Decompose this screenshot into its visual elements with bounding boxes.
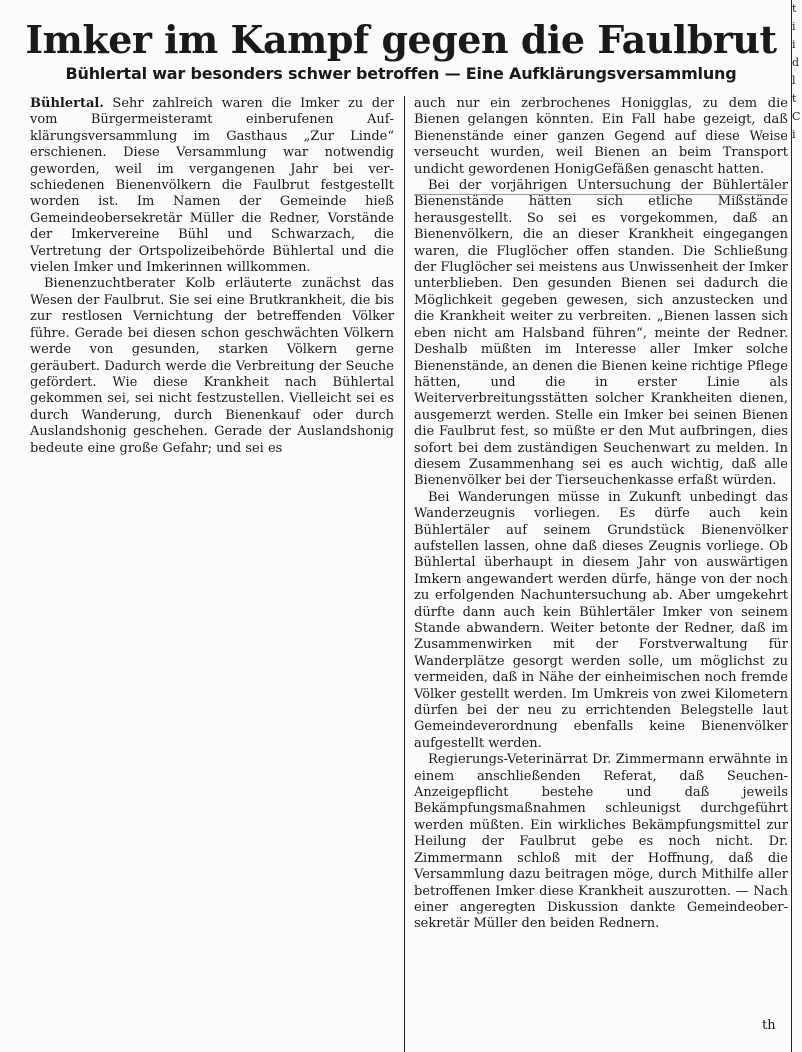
adjacent-column-fragment bbox=[792, 0, 802, 1052]
edge-letter: i bbox=[792, 128, 796, 141]
paragraph: Regierungs-Veterinärrat Dr. Zimmermann erwähnte in einem anschließenden Referat, daß Seuchen-Anzeigepflicht bestehe und daß jeweils Bekämpfungsmaßnahmen schleunigst durchgeführt werden müßten. Ein wirkliches Bekämpfungsmittel zur Heilung der Faulbrut gebe es noch nicht. Dr. Zimmermann schloß mit der Hoffnung, daß die Versammlung dazu beitragen möge, durch Mithilfe aller betroffenen Imker diese Krankheit auszurotten. — Nach einer angeregten Diskussion dankte Gemeindeobersekretär Müller den beiden Rednern. bbox=[414, 752, 788, 932]
subheadline: Bühlertal war besonders schwer betroffen — Eine Aufklärungsversammlung bbox=[65, 64, 737, 83]
paragraph bbox=[30, 96, 394, 276]
edge-letter: C bbox=[792, 110, 801, 123]
edge-letter: t bbox=[792, 2, 797, 15]
edge-letter: d bbox=[792, 56, 800, 69]
dateline: Bühlertal. bbox=[30, 96, 104, 111]
paragraph: Bei Wanderungen müsse in Zukunft unbedingt das Wanderzeugnis vorliegen. Es dürfe auch kein Bühlertäler auf seinem Grundstück Bienenvölker aufstellen lassen, ohne daß dieses Zeugnis vorliege. Ob Bühlertal überhaupt in diesem Jahr von auswärtigen Imkern angewandert werden dürfe, hänge von der noch zu erfolgenden Nachuntersuchung ab. Aber umgekehrt dürfte dann auch kein Bühlertäler Imker von seinem Stande abwandern. Weiter betonte der Redner, daß im Zusammenwirken mit der Forstverwaltung für Wanderplätze gesorgt werden solle, um möglichst zu vermeiden, daß in Nähe der einheimischen noch fremde Völker gestellt werden. Im Umkreis von zwei Kilometern dürfen bei der neu zu errichtenden Belegstelle laut Gemeindeverordnung ebenfalls keine Bienenvölker aufgestellt werden. bbox=[414, 489, 788, 751]
edge-letter: l bbox=[792, 74, 796, 87]
edge-letter: i bbox=[792, 38, 796, 51]
headline: Imker im Kampf gegen die Faulbrut bbox=[25, 17, 777, 62]
article-column-1 bbox=[30, 96, 394, 457]
paragraph: auch nur ein zerbrochenes Honigglas, zu dem die Bienen gelangen könnten. Ein Fall habe gezeigt, daß Bienenstände einer ganzen Gegend auf diese Weise verseucht wurden, weil Bienen an beim Transport undicht gewordenen HonigGefäßen genascht hatten. bbox=[414, 96, 788, 177]
article-column-2 bbox=[414, 96, 788, 933]
author-signature: th bbox=[762, 1018, 776, 1033]
paragraph-text: Sehr zahlreich waren die Imker zu der vom Bürgermeisteramt einberufenen Aufklärungsversammlung im Gasthaus „Zur Linde“ erschienen. Diese Versammlung war notwendig geworden, weil im vergangenen Jahr bei verschiedenen Bienenvölkern die Faulbrut festgestellt worden ist. Im Namen der Gemeinde hieß Gemeindeobersekretär Müller die Redner, Vorstände der Imkervereine Bühl und Schwarzach, die Vertretung der Ortspolizeibehörde Bühlertal und die vielen Imker und Imkerinnen willkommen. bbox=[30, 96, 394, 276]
paragraph: Bei der vorjährigen Untersuchung der Bühlertäler Bienenstände hätten sich etliche Mißstände herausgestellt. So sei es vorgekommen, daß an Bienenvölkern, die an dieser Krankheit eingegangen waren, die Fluglöcher offen standen. Die Schließung der Fluglöcher sei meistens aus Unwissenheit der Imker unterblieben. Den gesunden Bienen sei dadurch die Möglichkeit gegeben gewesen, sich anzustecken und die Krankheit weiter zu verbreiten. „Bienen lassen sich eben nicht am Halsband führen“, meinte der Redner. Deshalb müßten im Interesse aller Imker solche Bienenstände, an denen die Bienen keine richtige Pflege hätten, und die in erster Linie als Weiterverbreitungsstätten solcher Krankheiten dienen, ausgemerzt werden. Stelle ein Imker bei seinen Bienen die Faulbrut fest, so müßte er den Mut aufbringen, dies sofort bei dem zuständigen Seuchenwart zu melden. In diesem Zusammenhang sei es auch wichtig, daß alle Bienenvölker bei der Tierseuchenkasse erfaßt würden. bbox=[414, 178, 788, 489]
column-divider bbox=[404, 96, 405, 1052]
paragraph: Bienenzuchtberater Kolb erläuterte zunächst das Wesen der Faulbrut. Sie sei eine Brutkrankheit, die bis zur restlosen Vernichtung der betreffenden Völker führe. Gerade bei diesen schon geschwächten Völkern werde von gesunden, starken Völkern gerne geräubert. Dadurch werde die Verbreitung der Seuche gefördert. Wie diese Krankheit nach Bühlertal gekommen sei, sei nicht festzustellen. Vielleicht sei es durch Wanderung, durch Bienenkauf oder durch Auslandshonig geschehen. Gerade der Auslandshonig bedeute eine große Gefahr; und sei es bbox=[30, 276, 394, 456]
edge-letter: t bbox=[792, 92, 797, 105]
edge-letter: i bbox=[792, 20, 796, 33]
